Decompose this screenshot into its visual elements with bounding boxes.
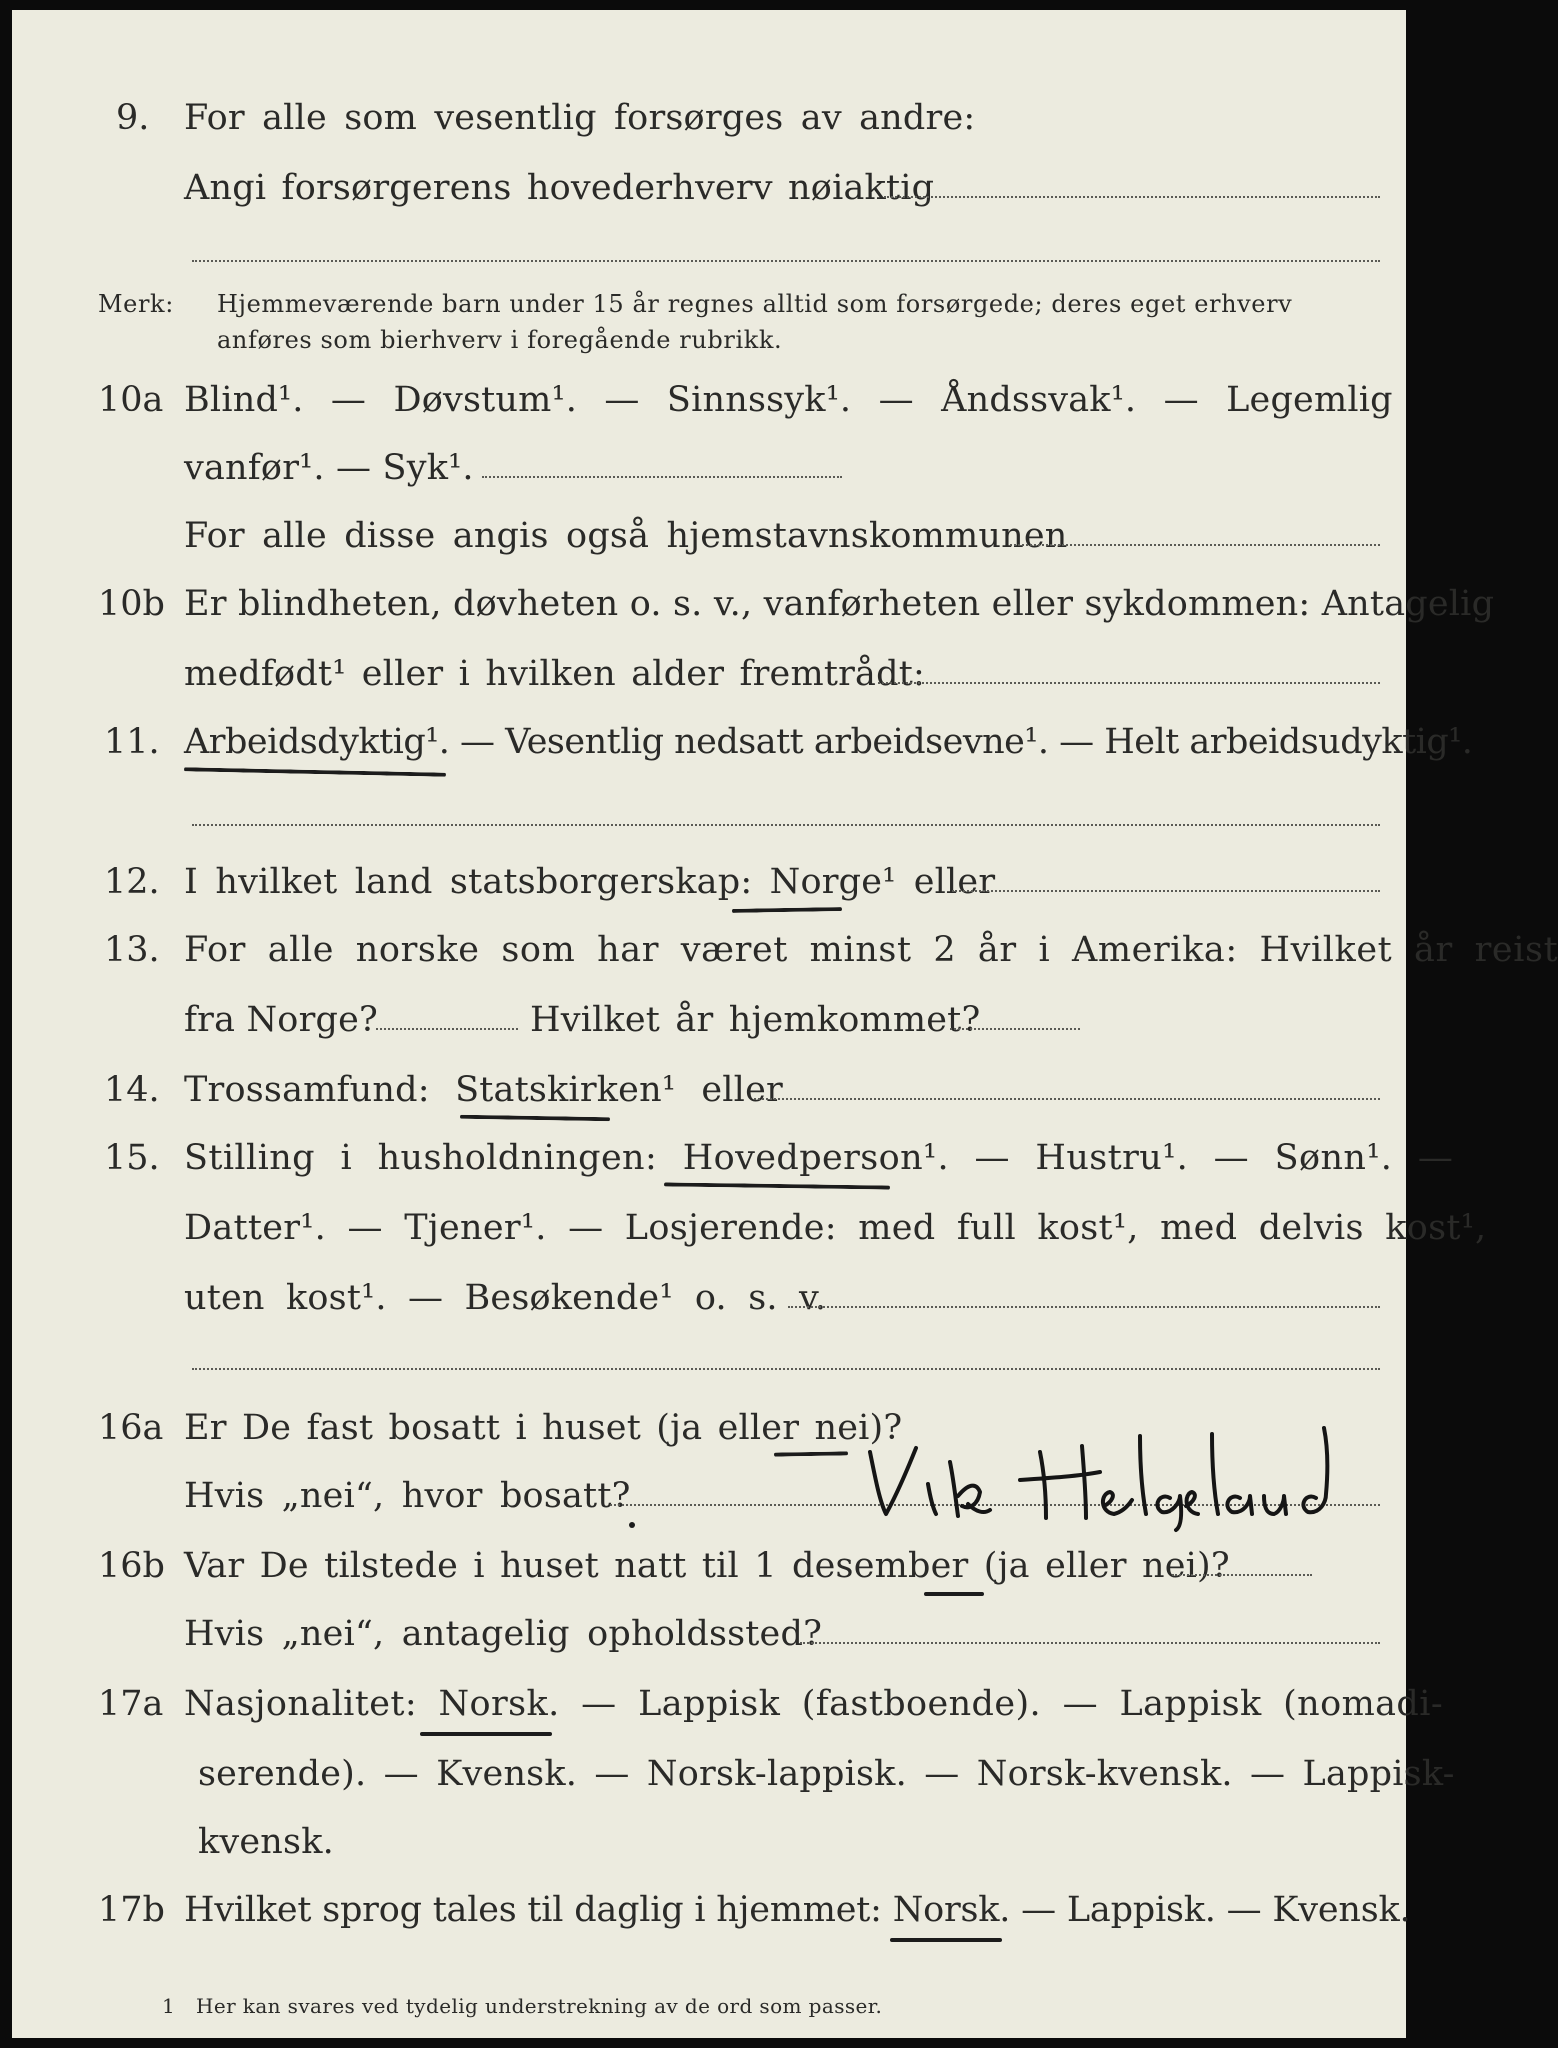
answer-line <box>788 1306 1380 1308</box>
question-10a-line-3: For alle disse angis også hjemstavnskommunen <box>184 516 1068 556</box>
footnote-mark: 1 <box>162 1994 176 2018</box>
answer-line <box>192 260 1380 262</box>
handwriting-stroke <box>1103 1436 1146 1514</box>
question-12-line-1: I hvilket land statsborgerskap: Norge¹ eller <box>184 862 996 902</box>
underline-arbeidsdyktig <box>184 767 446 776</box>
underline-ja <box>924 1592 984 1596</box>
question-number-16a: 16a <box>98 1408 164 1448</box>
question-13-line-2a: fra Norge? <box>184 1000 378 1040</box>
note-line-2: anføres som bierhverv i foregående rubrikk. <box>217 326 783 354</box>
answer-line <box>800 1642 1380 1644</box>
answer-line <box>192 824 1380 826</box>
question-number-11: 11. <box>104 722 160 762</box>
question-number-9: 9. <box>116 98 150 138</box>
handwriting-stroke <box>1020 1446 1100 1518</box>
underline-norsk <box>890 1938 1002 1942</box>
question-number-10a: 10a <box>98 380 164 420</box>
underline-nei <box>774 1451 848 1456</box>
question-number-17a: 17a <box>98 1684 164 1724</box>
answer-line <box>1010 544 1380 546</box>
answer-line <box>884 196 1380 198</box>
question-13-line-1: For alle norske som har været minst 2 år i Amerika: Hvilket år reist <box>184 930 1558 970</box>
question-15-line-2: Datter¹. — Tjener¹. — Losjerende: med full kost¹, med delvis kost¹, <box>184 1208 1487 1248</box>
question-17a-line-3: kvensk. <box>198 1822 334 1862</box>
answer-line <box>754 1098 1380 1100</box>
handwriting-stroke <box>1157 1492 1198 1530</box>
question-number-14: 14. <box>104 1070 160 1110</box>
question-16a-line-2: Hvis „nei“, hvor bosatt? <box>184 1476 631 1516</box>
handwritten-answer <box>850 1422 1350 1532</box>
census-form-page <box>12 10 1558 2038</box>
answer-line <box>192 1368 1380 1370</box>
question-10b-line-1: Er blindheten, døvheten o. s. v., vanførheten eller sykdommen: Antagelig <box>184 584 1495 624</box>
answer-line <box>482 476 842 478</box>
answer-line <box>950 1028 1080 1030</box>
question-14-line-1: Trossamfund: Statskirken¹ eller <box>184 1070 783 1110</box>
underline-norge <box>732 907 842 913</box>
note-label: Merk: <box>98 290 174 318</box>
question-number-16b: 16b <box>98 1546 165 1586</box>
underline-hovedperson <box>664 1182 890 1189</box>
question-16b-line-1: Var De tilstede i huset natt til 1 desember (ja eller nei)? <box>184 1546 1230 1586</box>
question-10b-line-2: medfødt¹ eller i hvilken alder fremtrådt: <box>184 654 925 694</box>
question-10a-line-1: Blind¹. — Døvstum¹. — Sinnssyk¹. — Åndssvak¹. — Legemlig <box>184 380 1393 420</box>
question-number-12: 12. <box>104 862 160 902</box>
handwriting-stroke <box>870 1448 916 1514</box>
answer-line <box>878 682 1380 684</box>
question-17a-line-1: Nasjonalitet: Norsk. — Lappisk (fastboende). — Lappisk (nomadi- <box>184 1684 1444 1724</box>
question-15-line-3: uten kost¹. — Besøkende¹ o. s. v. <box>184 1278 827 1318</box>
question-10a-line-2: vanfør¹. — Syk¹. <box>184 448 474 488</box>
underline-norsk <box>420 1732 552 1736</box>
note-line-1: Hjemmeværende barn under 15 år regnes alltid som forsørgede; deres eget erhverv <box>217 290 1293 318</box>
question-16a-line-1: Er De fast bosatt i huset (ja eller nei)? <box>184 1408 903 1448</box>
question-number-13: 13. <box>104 930 160 970</box>
answer-line <box>952 890 1380 892</box>
underline-statskirken <box>460 1115 610 1122</box>
question-17a-line-2: serende). — Kvensk. — Norsk-lappisk. — Norsk-kvensk. — Lappisk- <box>198 1754 1455 1794</box>
answer-line <box>1172 1574 1312 1576</box>
footnote-text: Her kan svares ved tydelig understrekning av de ord som passer. <box>196 1994 883 2018</box>
question-15-line-1: Stilling i husholdningen: Hovedperson¹. — Hustru¹. — Sønn¹. — <box>184 1138 1454 1178</box>
question-number-17b: 17b <box>98 1890 165 1930</box>
question-number-10b: 10b <box>98 584 165 624</box>
ink-dot <box>629 1522 635 1528</box>
question-number-15: 15. <box>104 1138 160 1178</box>
question-16b-line-2: Hvis „nei“, antagelig opholdssted? <box>184 1614 823 1654</box>
question-17b-line-1: Hvilket sprog tales til daglig i hjemmet: Norsk. — Lappisk. — Kvensk. <box>184 1890 1411 1930</box>
handwriting-stroke <box>950 1462 990 1516</box>
handwriting-stroke <box>928 1484 936 1514</box>
question-9-line-2: Angi forsørgerens hovederhverv nøiaktig <box>184 168 935 208</box>
question-13-line-2b: Hvilket år hjemkommet? <box>530 1000 981 1040</box>
question-9-line-1: For alle som vesentlig forsørges av andre: <box>184 98 976 138</box>
answer-line <box>376 1028 518 1030</box>
question-11-line-1: Arbeidsdyktig¹. — Vesentlig nedsatt arbeidsevne¹. — Helt arbeidsudyktig¹. <box>184 722 1473 762</box>
handwriting-stroke <box>1212 1428 1327 1514</box>
